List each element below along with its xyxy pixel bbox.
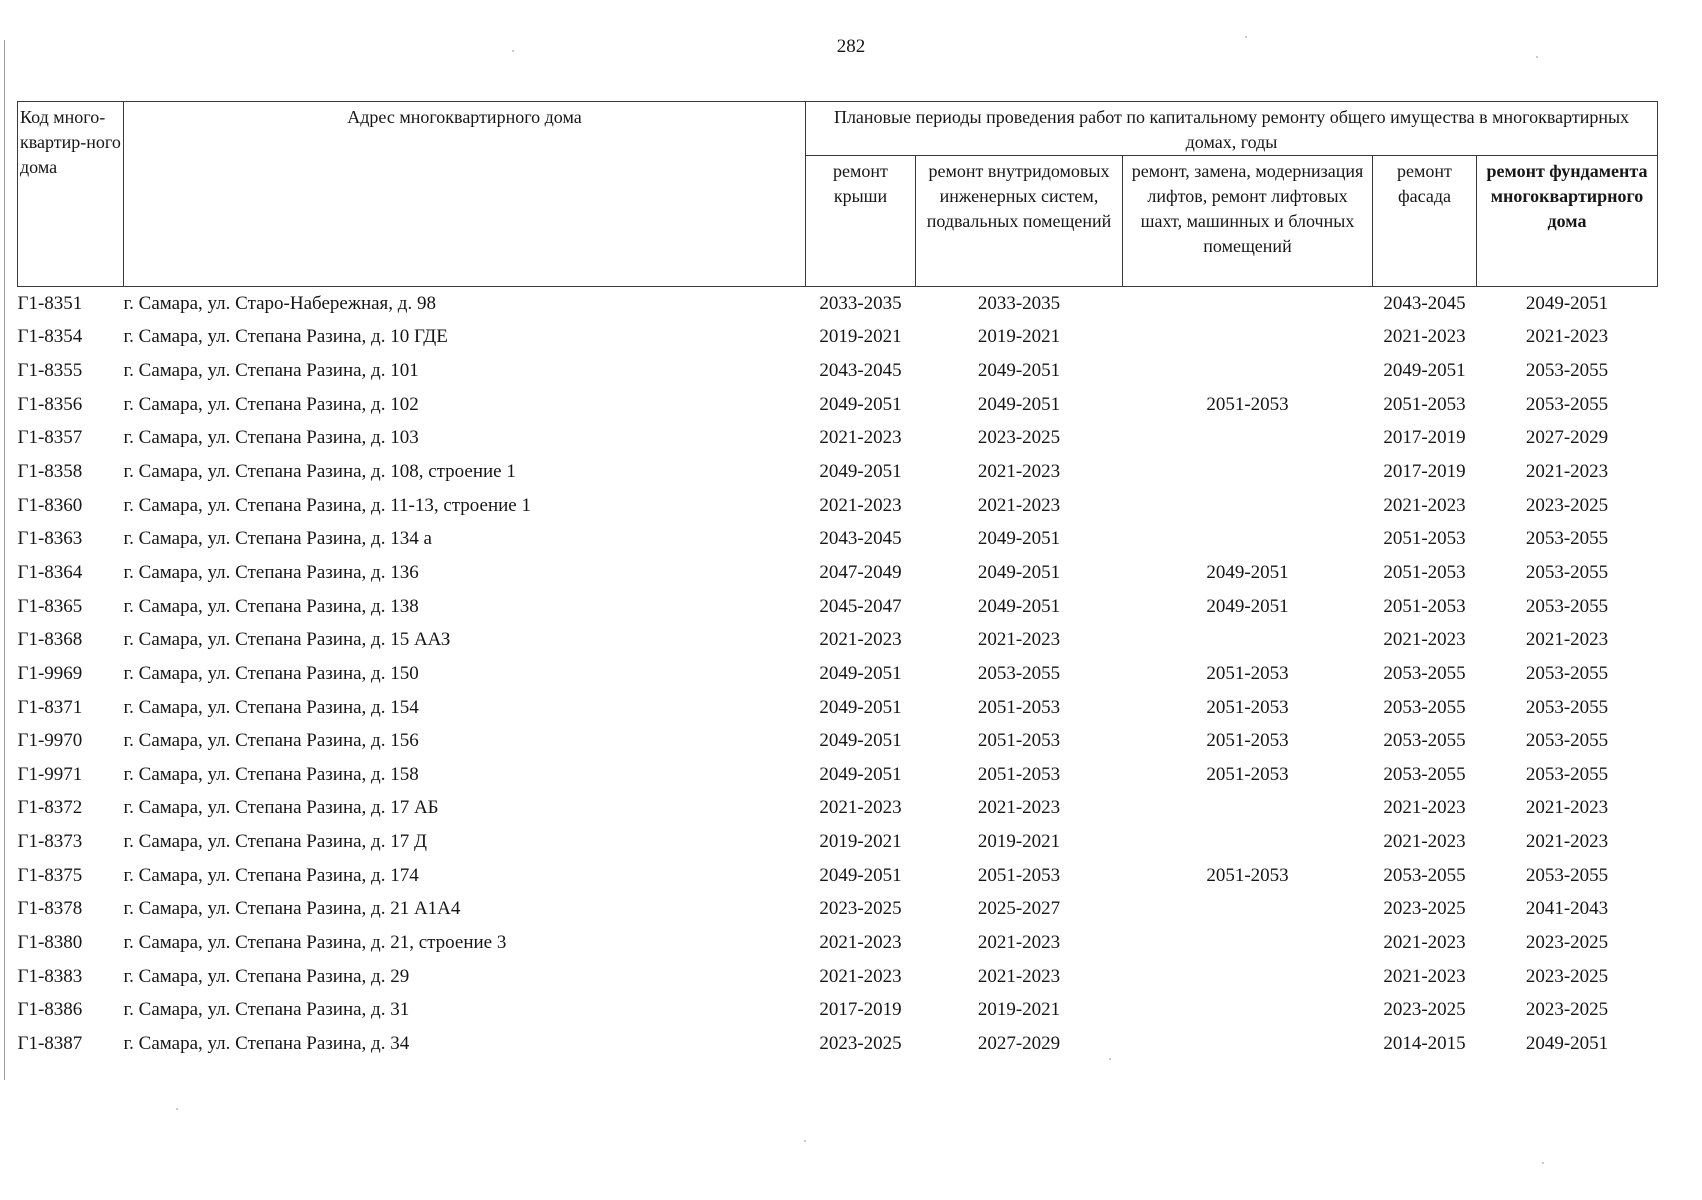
cell-elevators — [1123, 993, 1373, 1027]
cell-engineering: 2049-2051 — [977, 528, 1061, 550]
cell-engineering: 2051-2053 — [977, 864, 1061, 886]
cell-roof: 2017-2019 — [819, 999, 902, 1021]
cell-roof: 2049-2051 — [819, 393, 902, 415]
table-row — [18, 724, 1658, 758]
cell-elevators: 2051-2053 — [1206, 730, 1289, 752]
cell-code: Г1-8357 — [17, 427, 83, 449]
cell-address: г. Самара, ул. Степана Разина, д. 136 — [123, 561, 419, 583]
cell-foundation: 2021-2023 — [1525, 461, 1609, 483]
table-row — [18, 287, 1658, 321]
cell-elevators — [1123, 422, 1373, 456]
cell-address: г. Самара, ул. Степана Разина, д. 102 — [123, 393, 419, 415]
cell-foundation: 2053-2055 — [1525, 730, 1609, 752]
cell-address: г. Самара, ул. Степана Разина, д. 101 — [123, 360, 419, 382]
cell-roof: 2023-2025 — [819, 898, 902, 920]
cell-address: г. Самара, ул. Степана Разина, д. 29 — [123, 965, 410, 987]
header-engineering: ремонт внутридомовых инженерных систем, подвальных помещений — [916, 156, 1123, 287]
capital-repair-schedule-table — [17, 101, 1658, 1061]
table-row — [18, 825, 1658, 859]
cell-roof: 2049-2051 — [819, 730, 902, 752]
cell-foundation: 2023-2025 — [1525, 999, 1609, 1021]
cell-foundation: 2021-2023 — [1525, 629, 1609, 651]
cell-code: Г1-8358 — [17, 461, 83, 483]
cell-roof: 2049-2051 — [819, 662, 902, 684]
cell-address: г. Самара, ул. Степана Разина, д. 34 — [123, 1032, 410, 1054]
cell-roof: 2049-2051 — [819, 763, 902, 785]
cell-roof: 2021-2023 — [819, 931, 902, 953]
table-row — [18, 522, 1658, 556]
cell-facade: 2053-2055 — [1383, 730, 1466, 752]
cell-engineering: 2019-2021 — [977, 326, 1061, 348]
cell-facade: 2017-2019 — [1383, 461, 1466, 483]
cell-code: Г1-8365 — [17, 595, 83, 617]
table-body — [18, 287, 1658, 1061]
cell-elevators — [1123, 623, 1373, 657]
page-number: 282 — [836, 36, 866, 57]
table-row — [18, 489, 1658, 523]
cell-address: г. Самара, ул. Степана Разина, д. 17 АБ — [123, 797, 439, 819]
cell-code: Г1-9971 — [17, 763, 83, 785]
cell-code: Г1-8375 — [17, 864, 83, 886]
cell-foundation: 2053-2055 — [1525, 763, 1609, 785]
cell-facade: 2043-2045 — [1383, 292, 1466, 314]
cell-roof: 2021-2023 — [819, 427, 902, 449]
cell-address: г. Самара, ул. Степана Разина, д. 150 — [123, 662, 419, 684]
cell-facade: 2053-2055 — [1383, 696, 1466, 718]
cell-code: Г1-8373 — [17, 831, 83, 853]
cell-code: Г1-8371 — [17, 696, 83, 718]
cell-address: г. Самара, ул. Степана Разина, д. 15 ААЗ — [123, 629, 451, 651]
cell-elevators — [1123, 354, 1373, 388]
cell-roof: 2021-2023 — [819, 797, 902, 819]
cell-foundation: 2053-2055 — [1525, 561, 1609, 583]
cell-elevators — [1123, 893, 1373, 927]
cell-engineering: 2051-2053 — [977, 696, 1061, 718]
cell-roof: 2047-2049 — [819, 561, 902, 583]
cell-elevators: 2049-2051 — [1206, 595, 1289, 617]
table-row — [18, 1027, 1658, 1061]
cell-elevators — [1123, 792, 1373, 826]
cell-engineering: 2049-2051 — [977, 595, 1061, 617]
cell-address: г. Самара, ул. Степана Разина, д. 158 — [123, 763, 419, 785]
header-elevators: ремонт, замена, модернизация лифтов, ремонт лифтовых шахт, машинных и блочных помещений — [1123, 156, 1373, 287]
table-row — [18, 792, 1658, 826]
cell-facade: 2053-2055 — [1383, 864, 1466, 886]
cell-code: Г1-8355 — [17, 360, 83, 382]
cell-foundation: 2049-2051 — [1525, 292, 1609, 314]
table-row — [18, 758, 1658, 792]
cell-engineering: 2049-2051 — [977, 561, 1061, 583]
cell-code: Г1-8368 — [17, 629, 83, 651]
cell-address: г. Самара, ул. Степана Разина, д. 108, строение 1 — [123, 461, 516, 483]
cell-facade: 2017-2019 — [1383, 427, 1466, 449]
cell-address: г. Самара, ул. Степана Разина, д. 138 — [123, 595, 419, 617]
cell-engineering: 2021-2023 — [977, 461, 1061, 483]
cell-code: Г1-8360 — [17, 494, 83, 516]
cell-code: Г1-8380 — [17, 931, 83, 953]
cell-foundation: 2049-2051 — [1525, 1032, 1609, 1054]
table-row — [18, 691, 1658, 725]
cell-engineering: 2021-2023 — [977, 629, 1061, 651]
cell-roof: 2049-2051 — [819, 461, 902, 483]
cell-foundation: 2021-2023 — [1525, 797, 1609, 819]
cell-roof: 2021-2023 — [819, 629, 902, 651]
cell-foundation: 2041-2043 — [1525, 898, 1609, 920]
cell-engineering: 2051-2053 — [977, 763, 1061, 785]
cell-elevators — [1123, 1027, 1373, 1061]
cell-engineering: 2049-2051 — [977, 360, 1061, 382]
cell-foundation: 2021-2023 — [1525, 831, 1609, 853]
cell-facade: 2021-2023 — [1383, 326, 1466, 348]
cell-elevators — [1123, 287, 1373, 321]
cell-elevators: 2049-2051 — [1206, 561, 1289, 583]
cell-address: г. Самара, ул. Степана Разина, д. 17 Д — [123, 831, 427, 853]
cell-engineering: 2021-2023 — [977, 797, 1061, 819]
cell-roof: 2019-2021 — [819, 831, 902, 853]
cell-code: Г1-8372 — [17, 797, 83, 819]
cell-foundation: 2053-2055 — [1525, 393, 1609, 415]
cell-elevators — [1123, 926, 1373, 960]
header-facade: ремонт фасада — [1373, 156, 1477, 287]
cell-facade: 2023-2025 — [1383, 999, 1466, 1021]
cell-engineering: 2021-2023 — [977, 965, 1061, 987]
cell-engineering: 2049-2051 — [977, 393, 1061, 415]
cell-code: Г1-9969 — [17, 662, 83, 684]
cell-foundation: 2053-2055 — [1525, 595, 1609, 617]
cell-code: Г1-8364 — [17, 561, 83, 583]
scan-edge-line — [4, 40, 5, 1080]
table-row — [18, 354, 1658, 388]
cell-engineering: 2025-2027 — [977, 898, 1061, 920]
cell-foundation: 2053-2055 — [1525, 360, 1609, 382]
cell-address: г. Самара, ул. Степана Разина, д. 154 — [123, 696, 419, 718]
cell-address: г. Самара, ул. Степана Разина, д. 21, строение 3 — [123, 931, 507, 953]
cell-facade: 2021-2023 — [1383, 965, 1466, 987]
cell-roof: 2049-2051 — [819, 696, 902, 718]
cell-elevators: 2051-2053 — [1206, 393, 1289, 415]
cell-address: г. Самара, ул. Степана Разина, д. 31 — [123, 999, 410, 1021]
cell-address: г. Самара, ул. Степана Разина, д. 10 ГДЕ — [123, 326, 448, 348]
table-header — [18, 102, 1658, 287]
cell-code: Г1-8387 — [17, 1032, 83, 1054]
cell-roof: 2043-2045 — [819, 528, 902, 550]
cell-facade: 2021-2023 — [1383, 629, 1466, 651]
table-row — [18, 556, 1658, 590]
cell-roof: 2023-2025 — [819, 1032, 902, 1054]
cell-foundation: 2053-2055 — [1525, 662, 1609, 684]
cell-facade: 2049-2051 — [1383, 360, 1466, 382]
cell-address: г. Самара, ул. Степана Разина, д. 134 а — [123, 528, 432, 550]
table-row — [18, 993, 1658, 1027]
cell-facade: 2053-2055 — [1383, 662, 1466, 684]
cell-roof: 2043-2045 — [819, 360, 902, 382]
cell-facade: 2021-2023 — [1383, 931, 1466, 953]
header-address: Адрес многоквартирного дома — [124, 102, 806, 287]
cell-elevators — [1123, 522, 1373, 556]
cell-facade: 2051-2053 — [1383, 528, 1466, 550]
cell-engineering: 2019-2021 — [977, 999, 1061, 1021]
scan-speck — [176, 1108, 178, 1110]
cell-elevators — [1123, 960, 1373, 994]
cell-address: г. Самара, ул. Степана Разина, д. 174 — [123, 864, 419, 886]
cell-facade: 2051-2053 — [1383, 393, 1466, 415]
cell-elevators — [1123, 321, 1373, 355]
table-row — [18, 926, 1658, 960]
cell-address: г. Самара, ул. Старо-Набережная, д. 98 — [123, 292, 436, 314]
table-row — [18, 388, 1658, 422]
cell-foundation: 2023-2025 — [1525, 965, 1609, 987]
cell-engineering: 2021-2023 — [977, 931, 1061, 953]
table-row — [18, 657, 1658, 691]
cell-roof: 2049-2051 — [819, 864, 902, 886]
header-foundation: ремонт фундамента многоквартирного дома — [1477, 156, 1658, 287]
cell-engineering: 2019-2021 — [977, 831, 1061, 853]
cell-elevators: 2051-2053 — [1206, 696, 1289, 718]
cell-code: Г1-9970 — [17, 730, 83, 752]
cell-engineering: 2051-2053 — [977, 730, 1061, 752]
header-code: Код много-квартир-ного дома — [18, 102, 124, 287]
cell-code: Г1-8383 — [17, 965, 83, 987]
cell-foundation: 2023-2025 — [1525, 931, 1609, 953]
scan-speck — [804, 1140, 806, 1142]
cell-elevators — [1123, 455, 1373, 489]
cell-code: Г1-8378 — [17, 898, 83, 920]
cell-facade: 2021-2023 — [1383, 831, 1466, 853]
cell-foundation: 2021-2023 — [1525, 326, 1609, 348]
cell-facade: 2051-2053 — [1383, 595, 1466, 617]
cell-facade: 2053-2055 — [1383, 763, 1466, 785]
cell-facade: 2051-2053 — [1383, 561, 1466, 583]
cell-code: Г1-8363 — [17, 528, 83, 550]
cell-code: Г1-8356 — [17, 393, 83, 415]
cell-facade: 2014-2015 — [1383, 1032, 1466, 1054]
cell-elevators — [1123, 489, 1373, 523]
cell-address: г. Самара, ул. Степана Разина, д. 21 А1А4 — [123, 898, 461, 920]
cell-roof: 2045-2047 — [819, 595, 902, 617]
cell-engineering: 2053-2055 — [977, 662, 1061, 684]
table-row — [18, 590, 1658, 624]
cell-roof: 2021-2023 — [819, 494, 902, 516]
cell-foundation: 2027-2029 — [1525, 427, 1609, 449]
cell-elevators: 2051-2053 — [1206, 662, 1289, 684]
header-planned-periods: Плановые периоды проведения работ по капитальному ремонту общего имущества в многоквартирных домах, годы — [806, 102, 1658, 156]
cell-roof: 2021-2023 — [819, 965, 902, 987]
cell-code: Г1-8351 — [17, 292, 83, 314]
cell-address: г. Самара, ул. Степана Разина, д. 103 — [123, 427, 419, 449]
cell-roof: 2033-2035 — [819, 292, 902, 314]
cell-facade: 2021-2023 — [1383, 494, 1466, 516]
cell-code: Г1-8386 — [17, 999, 83, 1021]
table-row — [18, 623, 1658, 657]
cell-address: г. Самара, ул. Степана Разина, д. 156 — [123, 730, 419, 752]
cell-elevators: 2051-2053 — [1206, 864, 1289, 886]
header-roof: ремонт крыши — [806, 156, 916, 287]
table-row — [18, 422, 1658, 456]
table-row — [18, 321, 1658, 355]
cell-code: Г1-8354 — [17, 326, 83, 348]
cell-facade: 2023-2025 — [1383, 898, 1466, 920]
scan-speck — [1542, 1162, 1544, 1164]
cell-foundation: 2053-2055 — [1525, 696, 1609, 718]
cell-roof: 2019-2021 — [819, 326, 902, 348]
cell-foundation: 2053-2055 — [1525, 864, 1609, 886]
cell-foundation: 2023-2025 — [1525, 494, 1609, 516]
table-row — [18, 893, 1658, 927]
table-row — [18, 859, 1658, 893]
table-row — [18, 960, 1658, 994]
table-row — [18, 455, 1658, 489]
cell-foundation: 2053-2055 — [1525, 528, 1609, 550]
cell-elevators — [1123, 825, 1373, 859]
cell-engineering: 2021-2023 — [977, 494, 1061, 516]
cell-address: г. Самара, ул. Степана Разина, д. 11-13, строение 1 — [123, 494, 531, 516]
cell-engineering: 2033-2035 — [977, 292, 1061, 314]
cell-facade: 2021-2023 — [1383, 797, 1466, 819]
cell-elevators: 2051-2053 — [1206, 763, 1289, 785]
cell-engineering: 2023-2025 — [977, 427, 1061, 449]
cell-engineering: 2027-2029 — [977, 1032, 1061, 1054]
